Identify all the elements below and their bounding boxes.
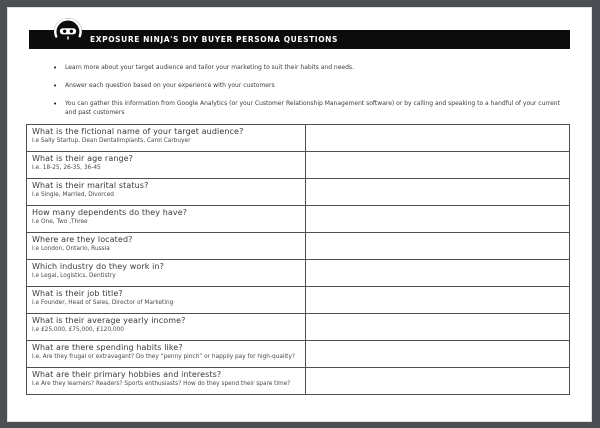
- table-row: [27, 179, 570, 206]
- question-text: What is their job title?: [32, 289, 123, 298]
- answer-cell: [306, 179, 570, 206]
- question-cell: [27, 368, 306, 395]
- answer-cell: [306, 368, 570, 395]
- question-cell: [27, 341, 306, 368]
- question-text: What is the fictional name of your target audience?: [32, 127, 244, 136]
- answer-cell: [306, 287, 570, 314]
- question-example: I.e Single, Married, Divorced: [32, 192, 114, 198]
- question-text: Where are they located?: [32, 235, 133, 244]
- answer-cell: [306, 341, 570, 368]
- question-cell: [27, 179, 306, 206]
- answer-cell: [306, 314, 570, 341]
- question-example: I.e Sally Startup, Dean Dentalimplants, Carol Carbuyer: [32, 138, 191, 144]
- table-row: [27, 233, 570, 260]
- worksheet-page: [7, 7, 592, 422]
- answer-cell: [306, 125, 570, 152]
- persona-questions-table: [26, 124, 570, 395]
- table-row: [27, 341, 570, 368]
- question-example: I.e £25,000, £75,000, £120,000: [32, 327, 124, 333]
- answer-cell: [306, 233, 570, 260]
- question-text: What is their age range?: [32, 154, 134, 163]
- question-cell: [27, 152, 306, 179]
- ninja-face-icon: [53, 17, 83, 47]
- table-row: [27, 314, 570, 341]
- question-text: How many dependents do they have?: [32, 208, 188, 217]
- question-example: I.e. 18-25, 26-35, 36-45: [32, 165, 101, 171]
- question-cell: [27, 287, 306, 314]
- question-text: What are there spending habits like?: [32, 343, 183, 352]
- answer-cell: [306, 260, 570, 287]
- question-cell: [27, 314, 306, 341]
- question-text: What is their average yearly income?: [32, 316, 186, 325]
- list-item: • You can gather this information from Google Analytics (or your Customer Relationship Management software) or by calling and speaking to a handful of your current and past customers: [48, 99, 573, 117]
- question-example: I.e, Are they frugal or extravagant? Do they “penny pinch” or happily pay for high-quality?: [32, 354, 295, 360]
- table-row: [27, 206, 570, 233]
- question-example: I.e Legal, Logistics, Dentistry: [32, 273, 116, 279]
- question-text: Which industry do they work in?: [32, 262, 164, 271]
- question-cell: [27, 233, 306, 260]
- table-row: [27, 287, 570, 314]
- persona-table-body: [27, 125, 570, 395]
- question-example: I.e Founder, Head of Sales, Director of Marketing: [32, 300, 174, 306]
- intro-bullet-list: [48, 63, 573, 126]
- page-title: EXPOSURE NINJA'S DIY BUYER PERSONA QUESTIONS: [90, 35, 339, 44]
- question-cell: [27, 260, 306, 287]
- table-row: [27, 125, 570, 152]
- question-text: What are their primary hobbies and interests?: [32, 370, 222, 379]
- question-text: What is their marital status?: [32, 181, 149, 190]
- answer-cell: [306, 206, 570, 233]
- table-row: [27, 260, 570, 287]
- question-cell: [27, 125, 306, 152]
- question-example: I.e One, Two ,Three: [32, 219, 88, 225]
- table-row: [27, 152, 570, 179]
- question-cell: [27, 206, 306, 233]
- list-item: • Answer each question based on your experience with your customers: [48, 81, 573, 90]
- answer-cell: [306, 152, 570, 179]
- header-bar: [29, 30, 570, 49]
- table-row: [27, 368, 570, 395]
- question-example: I.e London, Ontario, Russia: [32, 246, 110, 252]
- question-example: I.e Are they learners? Readers? Sports enthusiasts? How do they spend their spare time?: [32, 381, 291, 387]
- list-item: • Learn more about your target audience and tailor your marketing to suit their habits and needs.: [48, 63, 573, 72]
